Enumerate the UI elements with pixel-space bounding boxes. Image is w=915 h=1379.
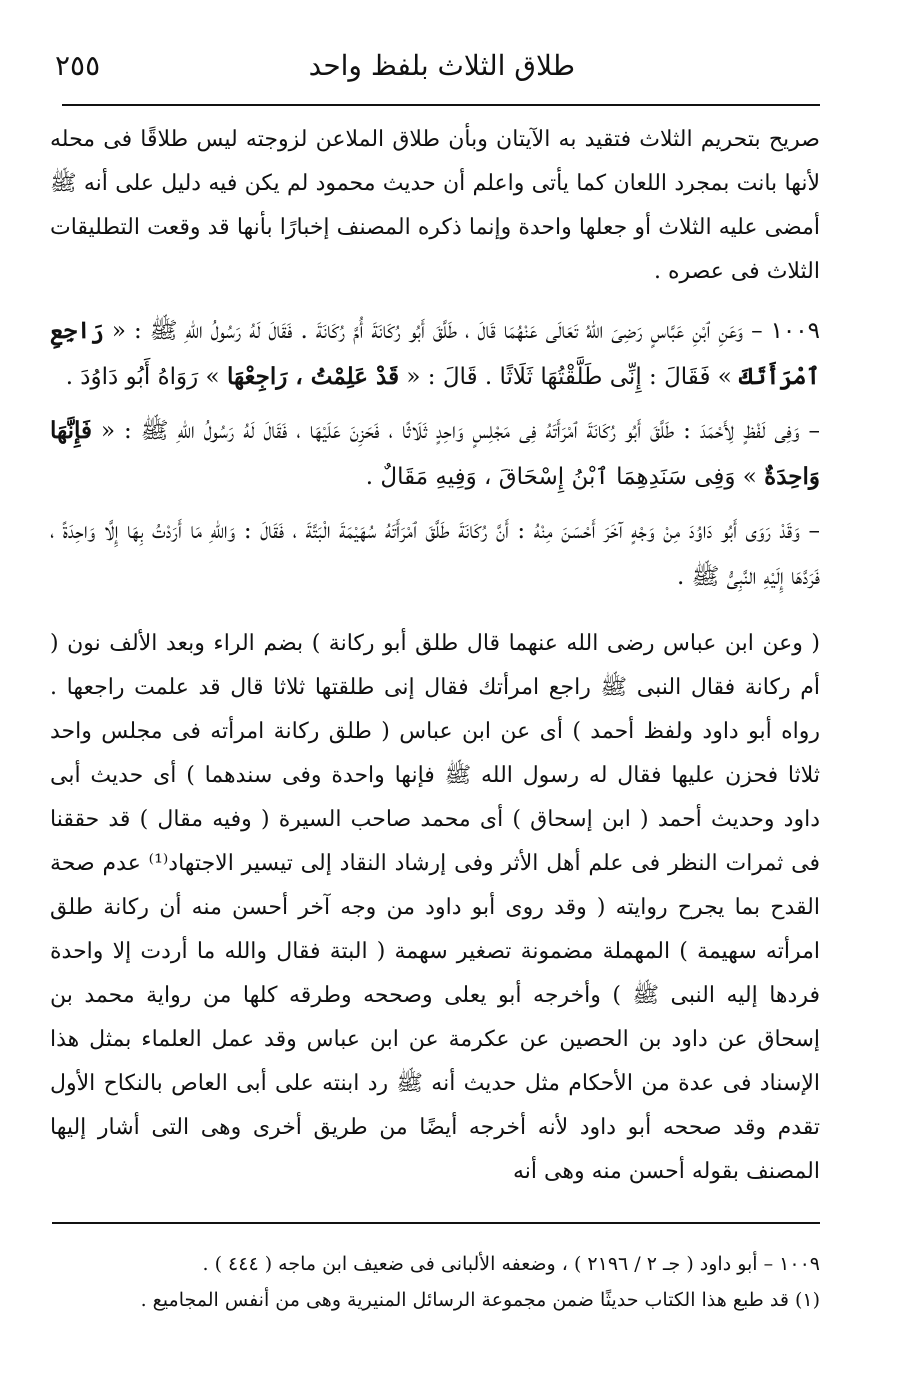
hadith-text: » رَوَاهُ أَبُو دَاوُدَ .	[65, 364, 227, 390]
hadith-quote: رَاجِعِ ٱمْرَأَتَكَ	[50, 317, 820, 390]
hadith-text: ١٠٠٩ – وَعَنِ ٱبْنِ عَبَّاسٍ رَضِىَ اللهُ تَعَالَى عَنْهُمَا قَالَ ، طَلَّقَ أَبُو رُكَانَةَ أُمَّ رُكَانَةَ . فَقَالَ لَهُ رَسُولُ اللهِ ﷺ : «	[103, 318, 820, 344]
hadith-text: » وَفِى سَنَدِهِمَا ٱبْنُ إِسْحَاقَ ، وَفِيهِ مَقَالٌ .	[365, 464, 765, 490]
page-header	[55, 40, 820, 90]
main-text	[50, 118, 820, 1206]
hadith-quote: قَدْ عَلِمْتُ ، رَاجِعْهَا	[226, 363, 400, 390]
footnote-rule	[52, 1222, 820, 1224]
hadith-quote: فَإِنَّهَا وَاحِدَةٌ	[50, 417, 820, 490]
page-number: ٢٥٥	[55, 48, 101, 82]
spacer	[50, 608, 820, 622]
hadith-1009	[50, 308, 820, 400]
hadith-text: » فَقَالَ : إِنِّى طَلَّقْتُهَا ثَلَاثًا . قَالَ : «	[399, 364, 740, 390]
hadith-text: – وَفِى لَفْظٍ لِأَحْمَدَ : طَلَّقَ أَبُو رُكَانَةَ ٱمْرَأَتَهُ فِى مَجْلِسٍ وَاحِدٍ ثَلَاثًا ، فَحَزِنَ عَلَيْهَا ، فَقَالَ لَهُ رَسُولُ اللهِ ﷺ : «	[92, 418, 820, 444]
commentary-paragraph: ( وعن ابن عباس رضى الله عنهما قال طلق أبو ركانة ) بضم الراء وبعد الألف نون ( أم ركانة فقال النبى ﷺ راجع امرأتك فقال إنى طلقتها ثلاثا قال قد علمت راجعها . رواه أبو داود ولفظ أحمد ) أى عن ابن عباس ( طلق ركانة امرأته فى مجلس واحد ثلاثا فحزن عليها فقال له رسول الله ﷺ فإنها واحدة وفى سندهما ) أى حديث أبى داود وحديث أحمد ( ابن إسحاق ) أى محمد صاحب السيرة ( وفيه مقال ) قد حققنا فى ثمرات النظر فى علم أهل الأثر وفى إرشاد النقاد إلى تيسير الاجتهاد⁽¹⁾ عدم صحة القدح بما يجرح روايته ( وقد روى أبو داود من وجه آخر أحسن منه أن ركانة طلق امرأته سهيمة ) المهملة مضمونة تصغير سهمة ( البتة فقال والله ما أردت إلا واحدة فردها إليه النبى ﷺ ) وأخرجه أبو يعلى وصححه وطرقه كلها من رواية محمد بن إسحاق عن داود بن الحصين عن عكرمة عن ابن عباس وقد عمل العلماء بمثل هذا الإسناد فى عدة من الأحكام مثل حديث أنه ﷺ رد ابنته على أبى العاص بالنكاح الأول تقدم وقد صححه أبو داود لأنه أخرجه أيضًا من طريق أخرى وهى التى أشار إليها المصنف بقوله أحسن منه وهى أنه	[50, 631, 820, 1184]
footnote-1009: ١٠٠٩ – أبو داود ( جـ ٢ / ٢١٩٦ ) ، وضعفه الألبانى فى ضعيف ابن ماجه ( ٤٤٤ ) .	[202, 1253, 820, 1275]
hadith-ahmad-wording	[50, 408, 820, 500]
footnotes	[55, 1246, 820, 1318]
header-rule	[62, 104, 820, 106]
footnote-1: (١) قد طبع هذا الكتاب حديثًا ضمن مجموعة الرسائل المنيرية وهى من أنفس المجاميع .	[140, 1289, 820, 1311]
spacer	[50, 294, 820, 308]
hadith-abu-dawud-other: – وَقَدْ رَوَى أَبُو دَاوُدَ مِنْ وَجْهٍ آخَرَ أَحْسَنَ مِنْهُ : أَنَّ رُكَانَةَ طَلَّقَ ٱمْرَأَتَهُ سُهَيْمَةَ الْبَتَّةَ ، فَقَالَ : وَاللهِ مَا أَرَدْتُ بِهَا إِلَّا وَاحِدَةً ، فَرَدَّهَا إِلَيْهِ النَّبِىُّ ﷺ .	[50, 518, 820, 590]
intro-paragraph: صريح بتحريم الثلاث فتقيد به الآيتان وبأن طلاق الملاعن لزوجته ليس طلاقًا فى محله لأنها بانت بمجرد اللعان كما يأتى واعلم أن حديث محمود لم يكن فيه دليل على أنه ﷺ أمضى عليه الثلاث أو جعلها واحدة وإنما ذكره المصنف إخبارًا بأنها قد وقعت التطليقات الثلاث فى عصره .	[50, 127, 820, 284]
running-title: طلاق الثلاث بلفظ واحد	[308, 48, 575, 82]
